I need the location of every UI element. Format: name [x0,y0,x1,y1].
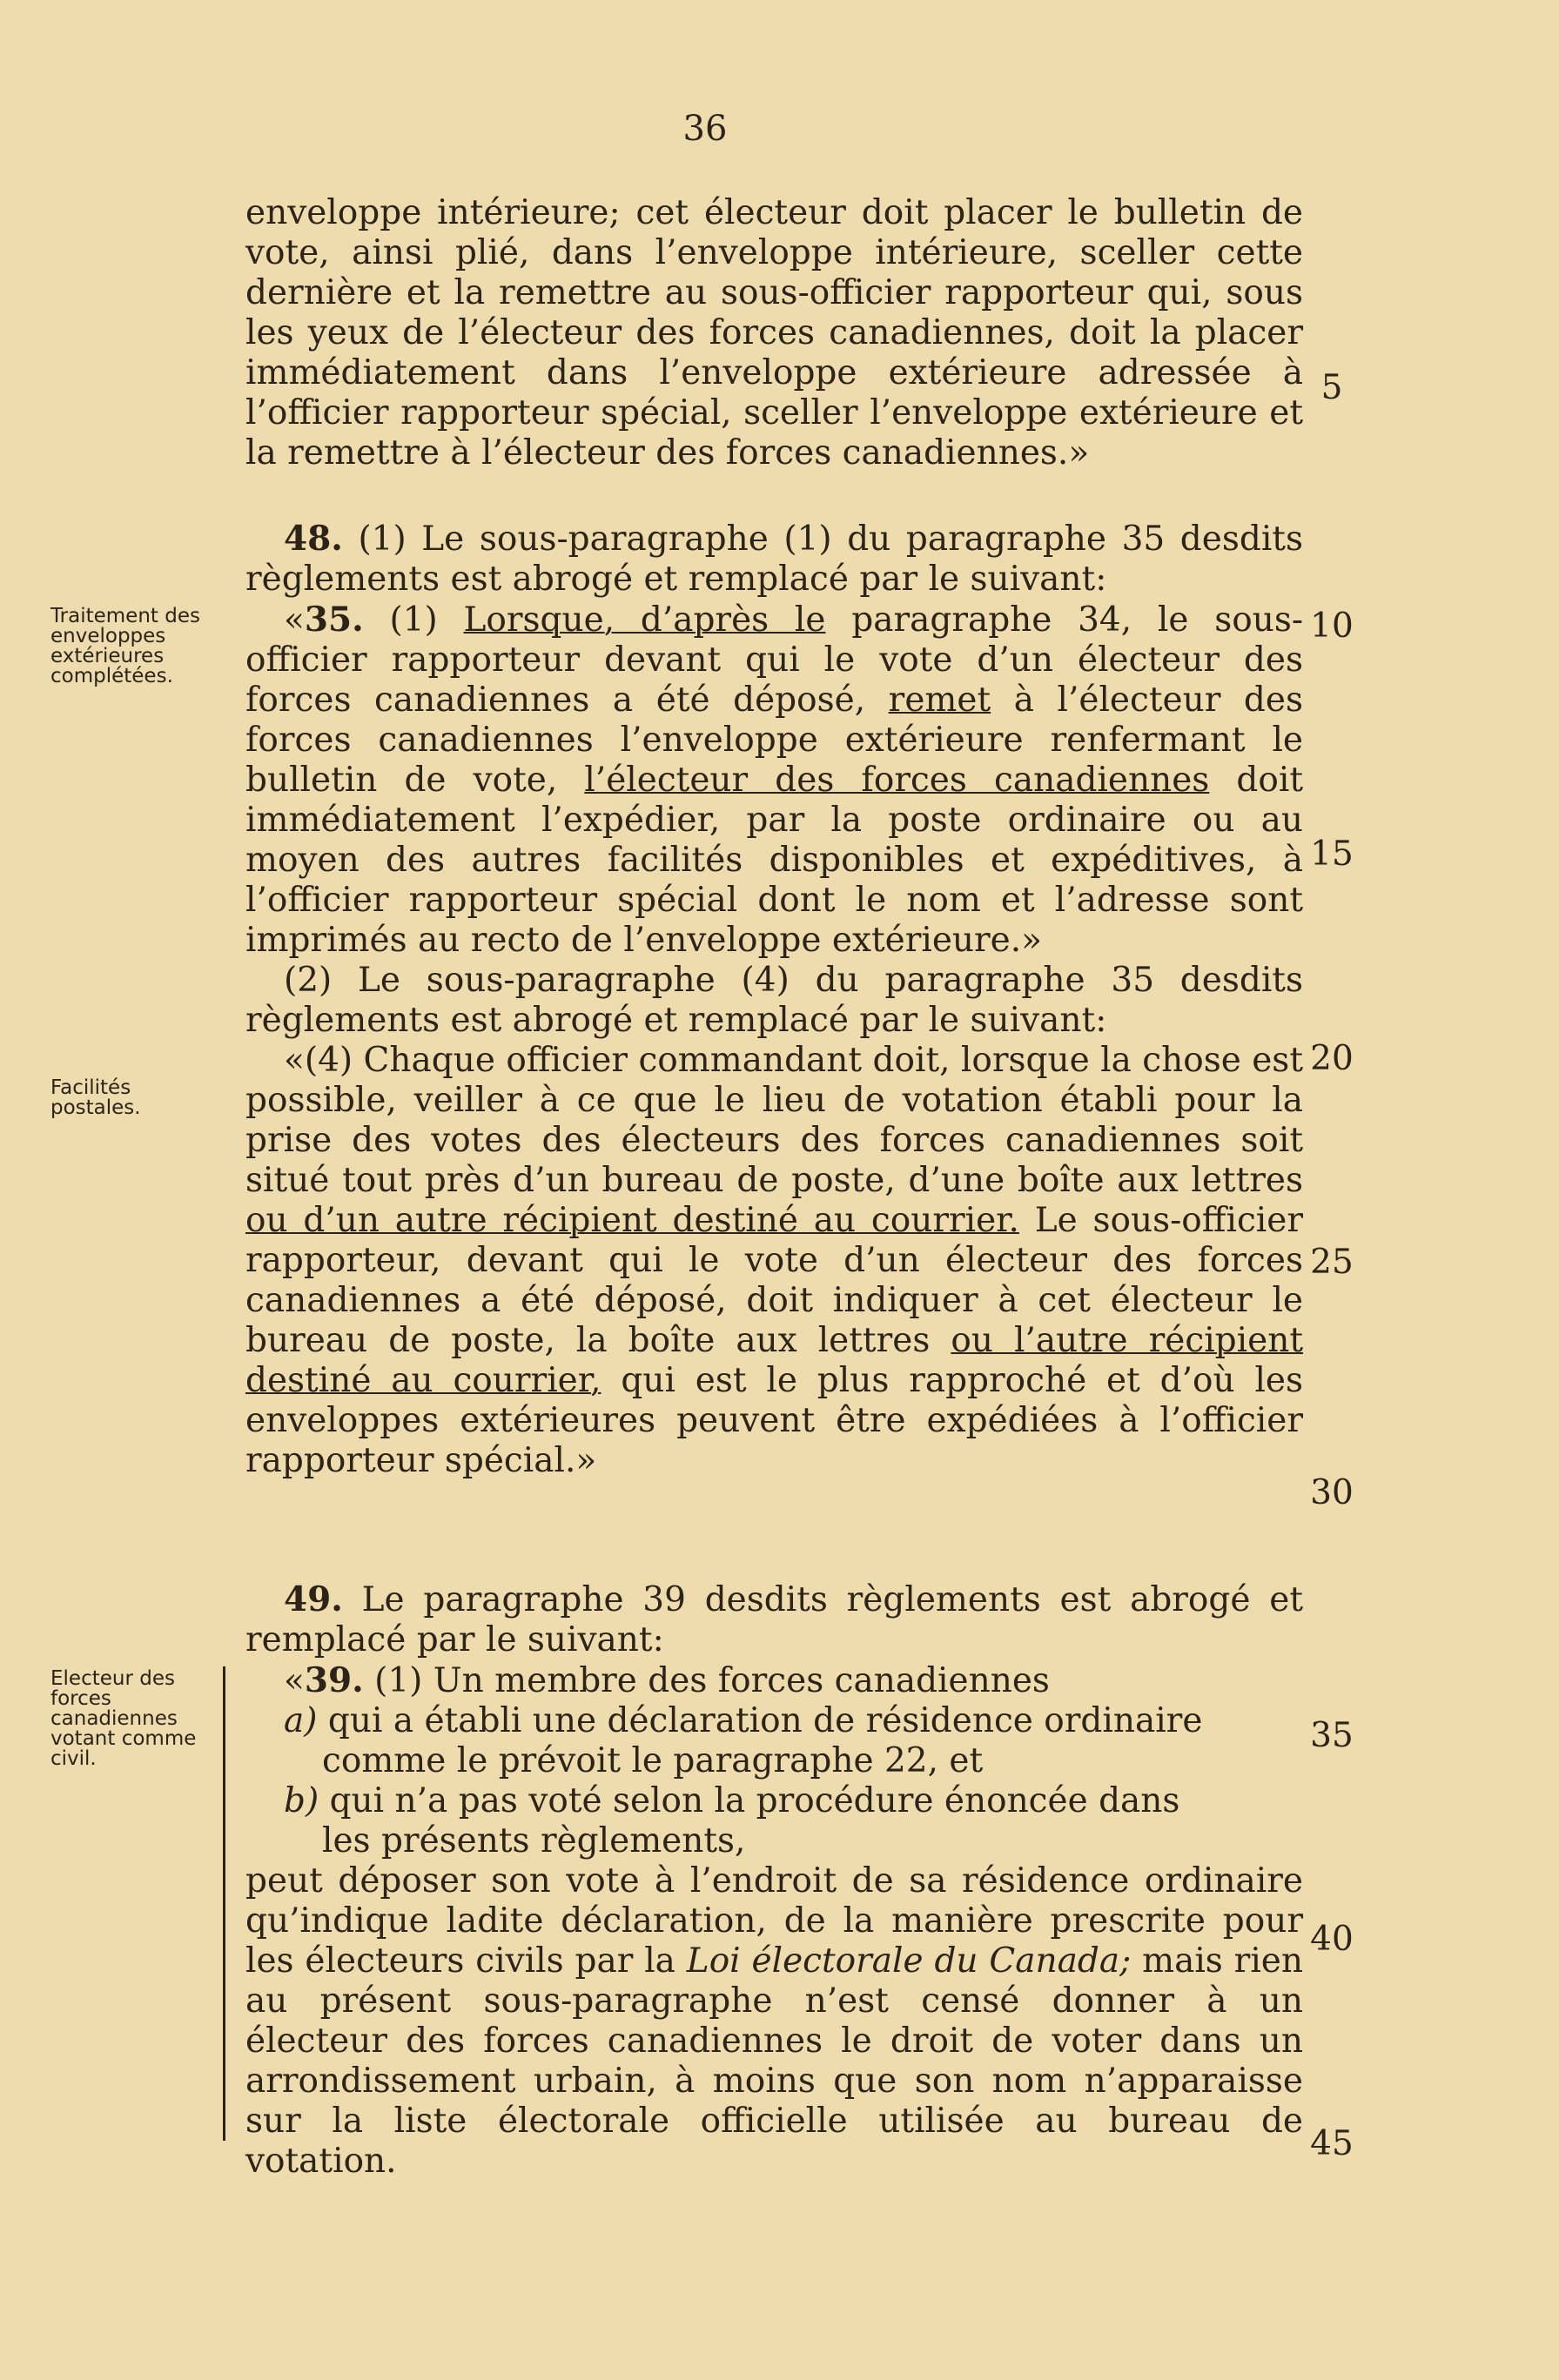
clause-a-continuation: comme le prévoit le paragraphe 22, et [322,1741,984,1780]
underlined-text: l’électeur des forces canadiennes [584,761,1210,800]
quote-open: « [284,600,305,640]
text-part: Le sous-officier rapporteur, devant qui le vote d’un électeur des forces canadiennes a été déposé, doit indiquer à cet électeur le bureau de poste, la boîte aux lettres [245,1201,1304,1360]
act-title: Loi électorale du Canada; [686,1941,1132,1981]
text-part: mais rien au présent sous-paragraphe n’est censé donner à un électeur des forces canadiennes le droit de voter dans un arrondissement urbain, à moins que son nom n’apparaisse sur la liste électorale officielle utilisée au bureau de votation. [245,1941,1303,2181]
underlined-text: Lorsque, d’après le [463,600,826,640]
section-48-intro-text: (1) Le sous-paragraphe (1) du paragraphe 35 desdits règlements est abrogé et remplacé par le suivant: [245,520,1303,599]
underlined-text: ou l’autre récipient destiné au courrier, [245,1321,1303,1400]
text-part: «(4) Chaque officier commandant doit, lorsque la chose est possible, veiller à ce que le lieu de votation établi pour la prise des votes des électeurs des forces canadiennes soit situé tout près d’un bureau de poste, d’une boîte aux lettres [245,1041,1303,1200]
clause-text: qui a établi une déclaration de résidence ordinaire [317,1701,1203,1740]
text-part: doit immédiatement l’expédier, par la poste ordinaire ou au moyen des autres facilités disponibles et expéditives, à l’officier rapporteur spécial dont le nom et l’adresse sont imprimés au recto de l’enveloppe extérieure.» [245,761,1303,960]
subsection-number: 35. [304,600,364,640]
opening-paragraph [245,193,1303,473]
text-part: (1) Un membre des forces canadiennes [363,1661,1050,1700]
line-number-30: 30 [1310,1473,1354,1512]
margin-note-electeur-civil: Electeur des forces canadiennes votant comme civil. [50,1667,197,1770]
section-49-intro [245,1579,1303,1660]
line-number-5: 5 [1320,368,1343,407]
page-number: 36 [682,109,728,149]
subsection-35-1 [245,600,1303,961]
text-part: peut déposer son vote à l’endroit de sa résidence ordinaire qu’indique ladite déclaration, de la manière prescrite pour les électeurs civils par la [245,1861,1303,1981]
margin-note-traitement: Traitement des enveloppes extérieures complétées. [50,605,200,687]
section-48-intro [245,519,1303,600]
line-number-35: 35 [1310,1716,1354,1755]
section-49-intro-text: Le paragraphe 39 desdits règlements est abrogé et remplacé par le suivant: [245,1580,1303,1659]
subsection-35-4 [245,1041,1303,1481]
section-48-intro-2: (2) Le sous-paragraphe (4) du paragraphe 35 desdits règlements est abrogé et remplacé par le suivant: [245,961,1303,1040]
clause-b [245,1781,1303,1821]
line-number-25: 25 [1310,1243,1354,1282]
clause-label: b) [284,1781,319,1820]
line-number-15: 15 [1310,835,1354,874]
text-part: qui est le plus rapproché et d’où les enveloppes extérieures peuvent être expédiées à l’officier rapporteur spécial.» [245,1361,1304,1480]
line-number-10: 10 [1310,607,1354,646]
subsection-number: 39. [304,1660,364,1700]
text-part: à l’électeur des forces canadiennes l’enveloppe extérieure renfermant le bulletin de vote, [245,680,1303,800]
underlined-text: remet [888,680,991,720]
clause-label: a) [284,1701,318,1740]
revision-bar [223,1666,225,2141]
text-part: paragraphe 34, le sous-officier rapporteur devant qui le vote d’un électeur des forces canadiennes a été déposé, [245,600,1304,720]
text-part: (1) [389,600,464,640]
quote-open: « [284,1661,305,1700]
subsection-39-1 [245,1660,1303,1701]
section-48 [245,519,1303,1481]
section-number: 48. [284,519,343,559]
line-number-45: 45 [1310,2124,1354,2163]
clause-b-continuation: les présents règlements, [322,1821,746,1860]
margin-note-facilites: Facilités postales. [50,1076,141,1119]
clause-text: qui n’a pas voté selon la procédure énoncée dans [319,1781,1180,1820]
paragraph-text: enveloppe intérieure; cet électeur doit placer le bulletin de vote, ainsi plié, dans l’enveloppe intérieure, sceller cette dernière et la remettre au sous-officier rapporteur qui, sous les yeux de l’électeur des forces canadiennes, doit la placer immédiatement dans l’enveloppe extérieure adressée à l’officier rapporteur spécial, sceller l’enveloppe extérieure et la remettre à l’électeur des forces canadiennes.» [245,193,1303,473]
line-number-20: 20 [1310,1039,1354,1078]
subsection-39-1-closing [245,1861,1303,2182]
underlined-text: ou d’un autre récipient destiné au courrier. [245,1201,1019,1240]
section-49 [245,1579,1303,2182]
line-number-40: 40 [1310,1920,1354,1959]
clause-a [245,1701,1303,1741]
section-number: 49. [284,1579,343,1619]
